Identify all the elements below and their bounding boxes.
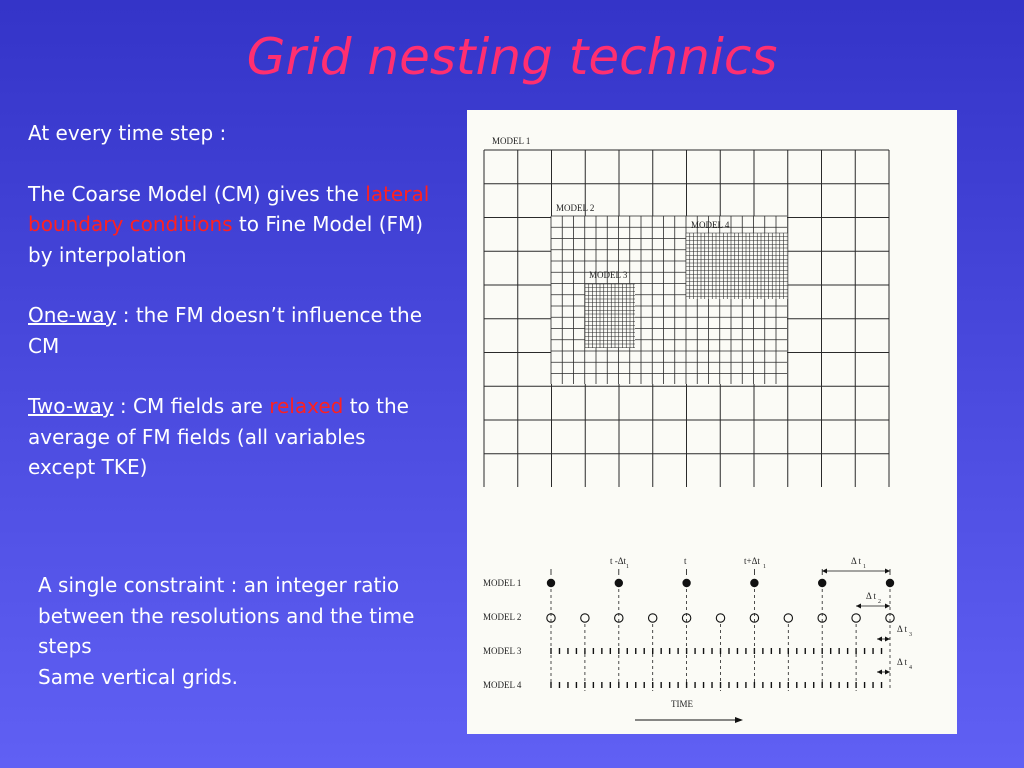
vertical-grid-text: Same vertical grids. bbox=[38, 664, 238, 689]
timeline-label-model4: MODEL 4 bbox=[483, 680, 522, 690]
nesting-diagram bbox=[467, 110, 957, 734]
delta-arrow-2-head-right bbox=[885, 604, 890, 609]
delta-label-1: Δ t bbox=[851, 556, 862, 566]
delta-label-4: Δ t bbox=[897, 657, 908, 667]
nesting-figure bbox=[467, 110, 957, 734]
delta-sub-4: 4 bbox=[909, 665, 912, 671]
delta-arrow-3-head-left bbox=[877, 637, 882, 642]
grid-label-model4: MODEL 4 bbox=[691, 220, 730, 230]
time-axis-label: TIME bbox=[671, 699, 693, 709]
delta-label-3: Δ t bbox=[897, 624, 908, 634]
text-two-way-b: to the average of FM fields (all variables except TKE) bbox=[28, 394, 409, 479]
model1-timestep-dot bbox=[615, 579, 623, 587]
grid-label-model2: MODEL 2 bbox=[556, 203, 595, 213]
paragraph-two-way bbox=[28, 391, 438, 483]
model1-timestep-dot bbox=[818, 579, 826, 587]
tick-label-t-plus: t+Δt bbox=[744, 556, 760, 566]
timeline-label-model1: MODEL 1 bbox=[483, 578, 522, 588]
delta-arrow-4-head-right bbox=[885, 670, 890, 675]
model2-timestep-circle bbox=[852, 614, 860, 622]
slide-title: Grid nesting technics bbox=[246, 28, 778, 86]
text-two-way-a: : CM fields are bbox=[113, 394, 270, 418]
tick-sub-t-plus: 1 bbox=[763, 564, 766, 570]
text-two-way: Two-way bbox=[28, 394, 114, 418]
text-coarse-model: The Coarse Model (CM) gives the bbox=[28, 181, 366, 206]
tick-label-t: t bbox=[684, 556, 687, 566]
constraint-text-block bbox=[38, 570, 438, 692]
text-fine-model: to Fine Model (FM) by interpolation bbox=[28, 212, 424, 267]
delta-arrow-3-head-right bbox=[885, 637, 890, 642]
model1-timestep-dot bbox=[547, 579, 555, 587]
grid-label-model1: MODEL 1 bbox=[492, 136, 531, 146]
paragraph-time-step: At every time step : bbox=[28, 121, 227, 145]
text-relaxed: relaxed bbox=[269, 394, 344, 418]
model2-timestep-circle bbox=[784, 614, 792, 622]
left-text-block bbox=[28, 118, 438, 513]
delta-arrow-2-head-left bbox=[856, 604, 861, 609]
tick-label-t-minus: t -Δt bbox=[610, 556, 627, 566]
model1-timestep-dot bbox=[886, 579, 894, 587]
delta-sub-1: 1 bbox=[863, 564, 866, 570]
timeline-label-model2: MODEL 2 bbox=[483, 612, 522, 622]
model1-timestep-dot bbox=[750, 579, 758, 587]
text-one-way-desc: : the FM doesn’t influence the CM bbox=[28, 303, 422, 358]
text-lateral-boundary: lateral boundary conditions bbox=[28, 181, 430, 236]
constraint-text: A single constraint : an integer ratio between the resolutions and the time steps bbox=[38, 573, 415, 658]
model2-timestep-circle bbox=[581, 614, 589, 622]
grid-label-model3: MODEL 3 bbox=[589, 270, 628, 280]
model2-timestep-circle bbox=[649, 614, 657, 622]
delta-arrow-4-head-left bbox=[877, 670, 882, 675]
delta-sub-2: 2 bbox=[878, 599, 881, 605]
model2-timestep-circle bbox=[716, 614, 724, 622]
time-axis-arrowhead bbox=[735, 717, 743, 723]
paragraph-coarse-model bbox=[28, 179, 438, 271]
timeline-label-model3: MODEL 3 bbox=[483, 646, 522, 656]
paragraph-one-way bbox=[28, 300, 438, 361]
delta-arrow-1-head-right bbox=[885, 569, 890, 574]
tick-sub-t-minus: 1 bbox=[626, 564, 629, 570]
text-one-way: One-way bbox=[28, 303, 117, 327]
model1-timestep-dot bbox=[682, 579, 690, 587]
delta-arrow-1-head-left bbox=[822, 569, 827, 574]
delta-label-2: Δ t bbox=[866, 591, 877, 601]
delta-sub-3: 3 bbox=[909, 632, 912, 638]
